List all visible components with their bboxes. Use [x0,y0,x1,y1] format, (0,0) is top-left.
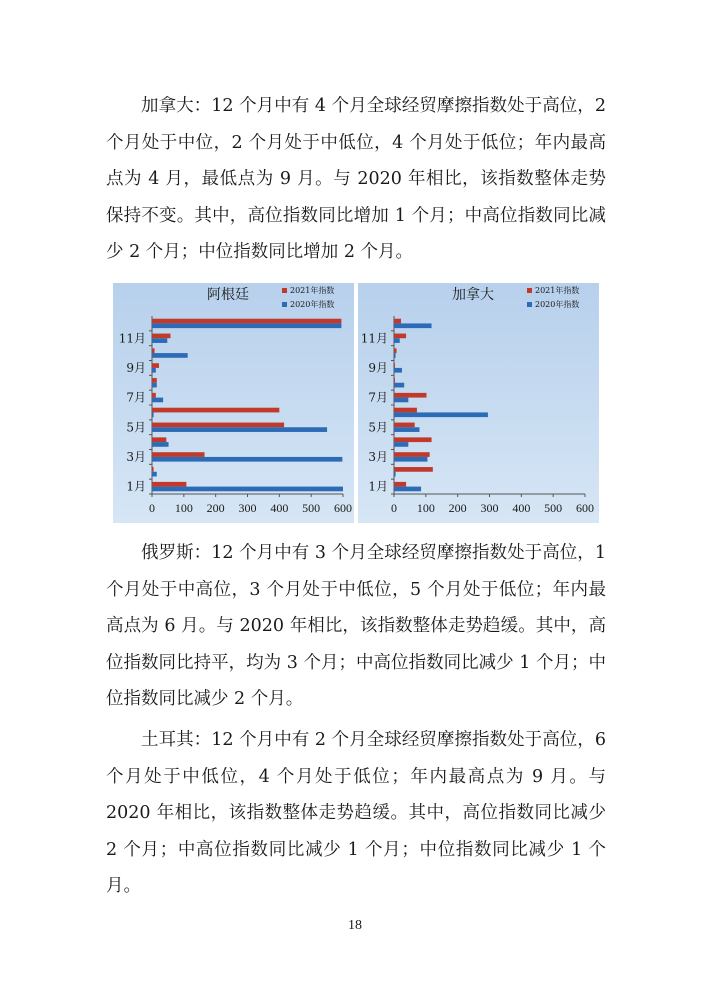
paragraph-text: 加拿大：12 个月中有 4 个月全球经贸摩擦指数处于高位，2 个月处于中位，2 个月处于中低位，4 个月处于低位；年内最高点为 4 月，最低点为 9 月。与 2020 年相比，该指数整体走势保持不变。其中，高位指数同比增加 1 个月；中高位指数同比减少 2 个月；中位指数同比增加 2 个月。 [106,96,606,262]
bar-2020 [394,353,396,358]
x-tick-label: 0 [149,501,155,515]
paragraph-text: 俄罗斯：12 个月中有 3 个月全球经贸摩擦指数处于高位，1 个月处于中高位，3 个月处于中低位，5 个月处于低位；年内最高点为 6 月。与 2020 年相比，该指数整体走势趋缓。其中，高位指数同比持平，均为 3 个月；中高位指数同比减少 1 个月；中位指数同比减少 2 个月。 [106,543,606,709]
bar-2021 [152,319,341,324]
bar-2020 [152,353,188,358]
bar-2021 [394,319,401,324]
x-tick-label: 0 [391,501,397,515]
y-tick-label: 9月 [368,360,388,375]
bar-2021 [152,378,157,383]
bar-2020 [394,368,402,373]
bar-2021 [394,423,415,428]
bar-2021 [152,334,170,339]
bar-2021 [152,423,284,428]
bar-2021 [394,393,426,398]
bar-2021 [394,378,395,383]
y-tick-label: 11月 [118,331,146,346]
bar-charts [113,283,599,523]
bar-2020 [394,427,419,432]
bar-2021 [394,408,417,413]
bar-2020 [152,427,327,432]
bar-2021 [152,437,166,442]
paragraph-text: 土耳其：12 个月中有 2 个月全球经贸摩擦指数处于高位，6 个月处于中低位，4 个月处于低位；年内最高点为 9 月。与 2020 年相比，该指数整体走势趋缓。其中，高位指数同比减少 2 个月；中高位指数同比减少 1 个月；中位指数同比减少 1 个月。 [106,730,606,896]
x-tick-label: 100 [174,501,193,515]
bar-2020 [394,398,408,403]
legend-label: 2021年指数 [290,286,335,295]
y-tick-label: 1月 [368,479,388,494]
bar-2020 [394,442,408,447]
chart-title: 阿根廷 [207,287,249,303]
paragraph-canada [106,88,606,271]
bar-2020 [152,323,341,328]
bar-2021 [394,467,433,472]
bar-2020 [152,398,163,403]
bar-2021 [152,408,279,413]
legend-label: 2020年指数 [535,300,580,309]
x-tick-label: 600 [576,501,594,515]
x-tick-label: 400 [512,501,531,515]
bar-2020 [394,323,432,328]
y-tick-label: 11月 [360,331,388,346]
bar-2020 [152,472,157,477]
bar-2020 [152,383,157,388]
legend-swatch [282,288,287,293]
y-tick-label: 9月 [126,360,146,375]
y-tick-label: 1月 [126,479,146,494]
x-tick-label: 300 [238,501,257,515]
chart-1 [113,283,354,523]
bar-2021 [394,482,406,487]
y-tick-label: 3月 [126,449,146,464]
y-tick-label: 5月 [126,420,146,435]
bar-2020 [152,442,169,447]
bar-2021 [152,467,154,472]
bar-2021 [152,452,205,457]
y-tick-label: 7月 [126,390,146,405]
bar-2020 [394,457,427,462]
legend-label: 2021年指数 [535,286,580,295]
legend-swatch [527,302,532,307]
y-tick-label: 3月 [368,449,388,464]
bar-2020 [394,472,396,477]
chart-title: 加拿大 [452,287,494,303]
legend-swatch [527,288,532,293]
paragraph-russia [106,535,606,718]
bar-2021 [152,482,186,487]
x-tick-label: 400 [270,501,289,515]
x-tick-label: 600 [334,501,352,515]
bar-2020 [152,338,167,343]
bar-2020 [152,412,154,417]
y-tick-label: 7月 [368,390,388,405]
x-tick-label: 100 [416,501,435,515]
legend-swatch [282,302,287,307]
bar-2020 [394,412,488,417]
x-tick-label: 500 [302,501,321,515]
bar-2020 [152,457,342,462]
x-tick-label: 200 [206,501,225,515]
bar-2020 [394,338,400,343]
bar-2021 [152,348,155,353]
legend-label: 2020年指数 [290,300,335,309]
x-tick-label: 200 [448,501,467,515]
bar-2021 [394,452,430,457]
y-tick-label: 5月 [368,420,388,435]
bar-2021 [152,363,159,368]
x-tick-label: 500 [544,501,563,515]
chart-2 [358,283,599,523]
bar-2020 [152,487,343,492]
bar-2020 [394,383,404,388]
bar-2021 [394,363,395,368]
bar-2020 [152,368,156,373]
bar-2021 [394,348,397,353]
bar-2020 [394,487,421,492]
bar-2021 [152,393,156,398]
chart-panel [113,283,599,523]
page-number: 18 [348,918,362,933]
paragraph-turkey [106,722,606,905]
x-tick-label: 300 [480,501,499,515]
bar-2021 [394,334,406,339]
bar-2021 [394,437,432,442]
